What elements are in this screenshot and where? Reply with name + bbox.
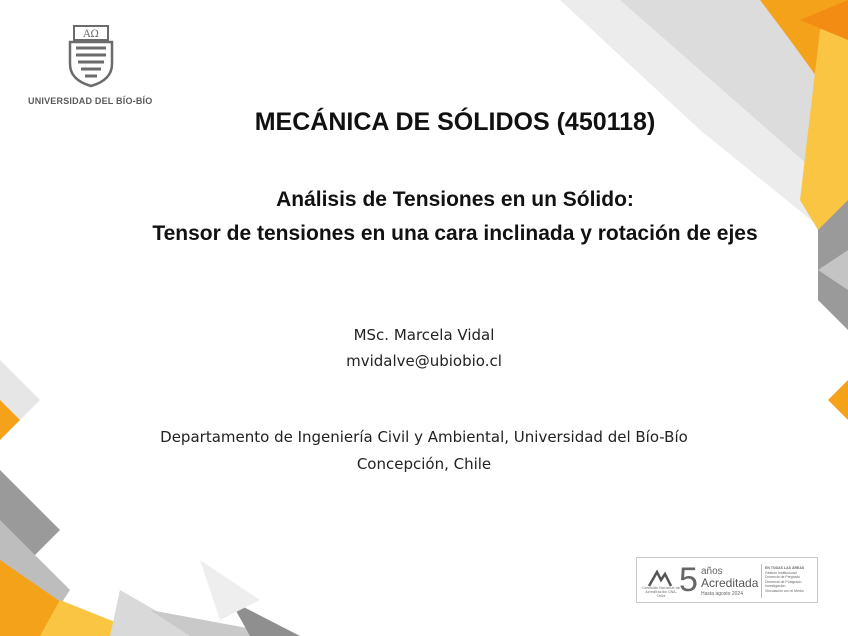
accreditation-divider xyxy=(761,564,762,598)
accreditation-area: Vinculación con el Medio xyxy=(765,588,804,593)
accreditation-until: Hasta agosto 2024 xyxy=(701,591,743,597)
author-name: MSc. Marcela Vidal xyxy=(353,326,495,344)
accreditation-years: 5 xyxy=(679,561,698,599)
accreditation-area: Investigación xyxy=(765,584,786,588)
accreditation-org: Comisión Nacional de Acreditación CNA-Chile xyxy=(642,586,680,598)
location: Concepción, Chile xyxy=(356,455,492,473)
accreditation-areas xyxy=(765,566,817,593)
accreditation-area: Docencia de Postgrado xyxy=(765,579,802,584)
author-email: mvidalve@ubiobio.cl xyxy=(346,352,502,370)
accreditation-status: Acreditada xyxy=(701,576,759,590)
accreditation-years-label: años xyxy=(701,566,723,577)
slide-subtitle-line1: Análisis de Tensiones en un Sólido: xyxy=(276,188,634,211)
university-shield-icon xyxy=(66,24,116,88)
accreditation-areas-header: EN TODAS LAS ÁREAS xyxy=(765,566,805,570)
accreditation-area: Gestión Institucional xyxy=(765,570,797,575)
accreditation-badge xyxy=(636,557,818,603)
university-name: UNIVERSIDAD DEL BÍO-BÍO xyxy=(28,96,153,106)
shield-letters: ΑΩ xyxy=(83,29,99,40)
accreditation-area: Docencia de Pregrado xyxy=(765,575,800,579)
department: Departamento de Ingeniería Civil y Ambiental, Universidad del Bío-Bío xyxy=(160,428,688,446)
slide-title: MECÁNICA DE SÓLIDOS (450118) xyxy=(254,108,656,136)
slide-subtitle-line2: Tensor de tensiones en una cara inclinada y rotación de ejes xyxy=(152,222,758,245)
decor-shape xyxy=(828,380,848,420)
